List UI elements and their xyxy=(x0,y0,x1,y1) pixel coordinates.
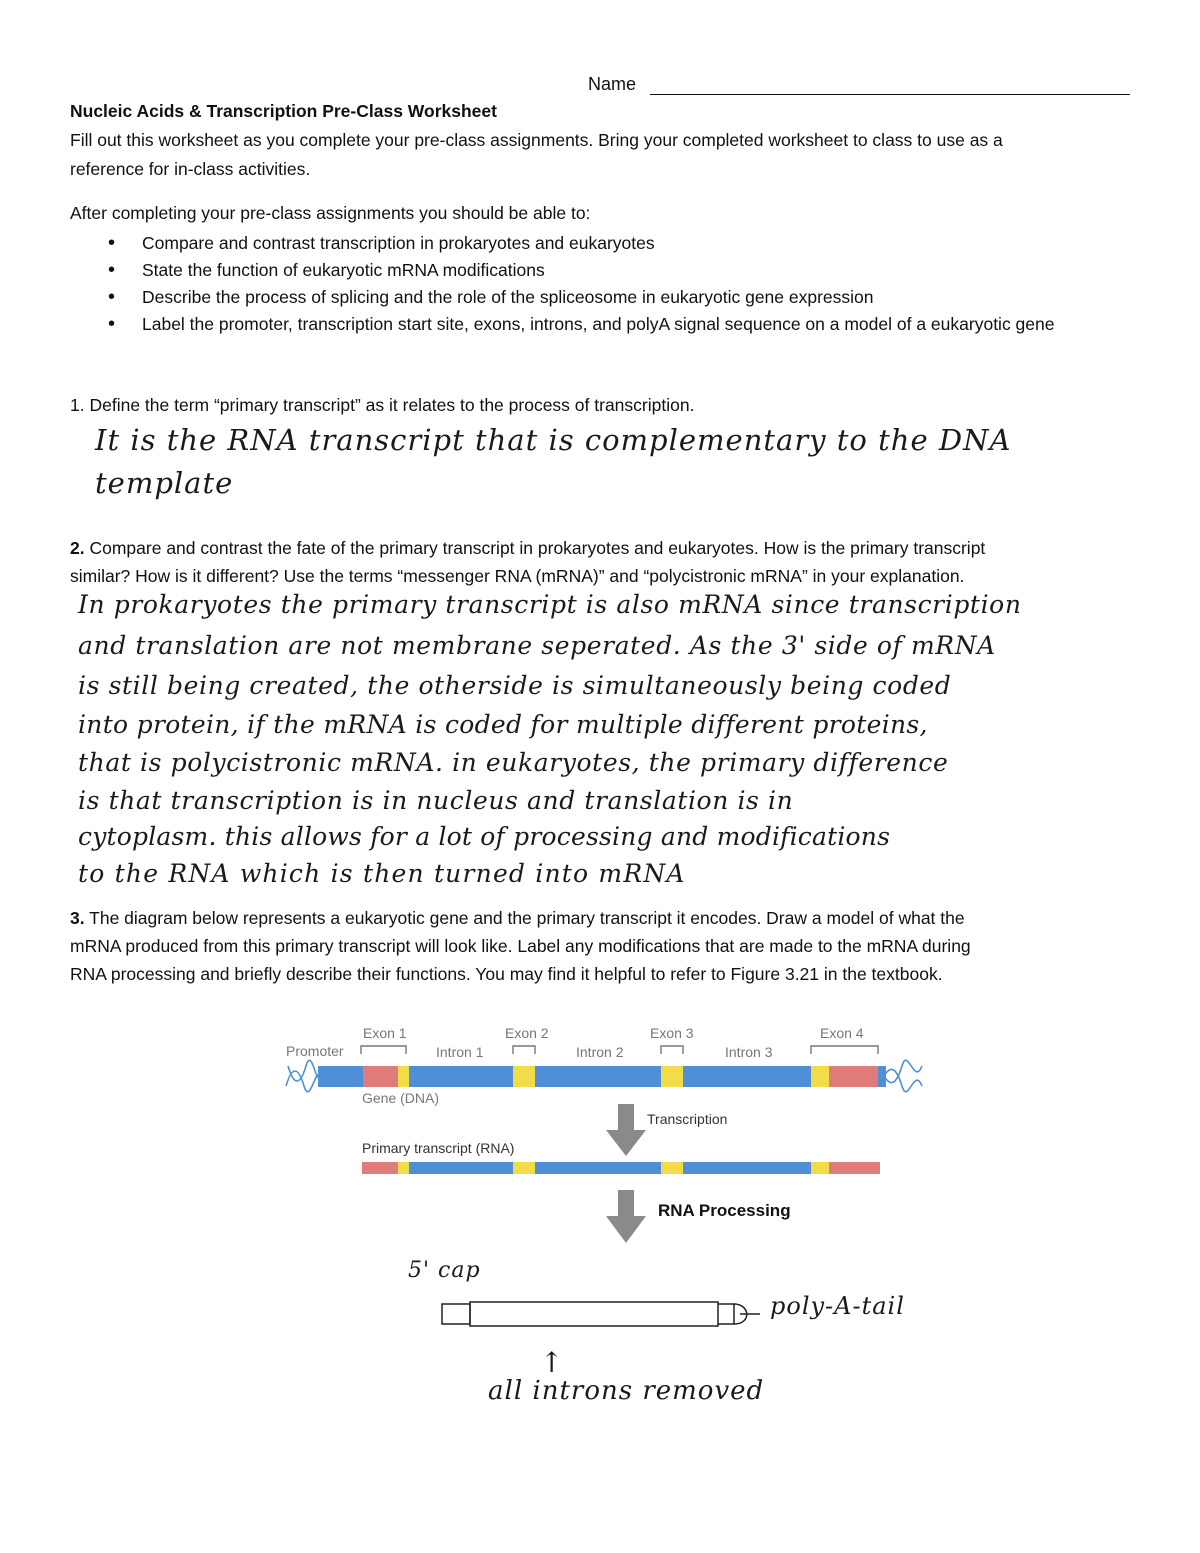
question-2-number: 2. xyxy=(70,538,85,558)
intro-line-1: Fill out this worksheet as you complete your pre-class assignments. Bring your completed worksheet to class to use as a xyxy=(70,130,1003,150)
exon-label: Exon 1 xyxy=(363,1025,407,1041)
gene-dna-label: Gene (DNA) xyxy=(362,1090,440,1106)
objective-item: • Compare and contrast transcription in prokaryotes and eukaryotes xyxy=(70,230,1130,257)
processing-arrow xyxy=(606,1190,646,1243)
q2-answer-line: cytoplasm. this allows for a lot of processing and modifications xyxy=(78,822,891,851)
intron-label: Intron 3 xyxy=(725,1044,773,1060)
q1-answer-line: template xyxy=(95,466,234,500)
exon-label: Exon 3 xyxy=(650,1025,694,1041)
q2-answer-line: In prokaryotes the primary transcript is also mRNA since transcription xyxy=(78,590,1022,619)
five-prime-cap-label: 5' cap xyxy=(408,1258,481,1283)
intro-line-2: reference for in-class activities. xyxy=(70,159,311,179)
up-arrow-icon: ↑ xyxy=(540,1346,565,1379)
exon-label: Exon 4 xyxy=(820,1025,864,1041)
question-1-text: Define the term “primary transcript” as it relates to the process of transcription. xyxy=(89,395,695,415)
hand-drawn-mrna xyxy=(442,1302,760,1326)
transcription-arrow xyxy=(606,1104,646,1156)
rna-processing-label: RNA Processing xyxy=(658,1201,791,1220)
primary-transcript-bar xyxy=(362,1162,880,1174)
exon-label: Exon 2 xyxy=(505,1025,549,1041)
objective-item: • Label the promoter, transcription start site, exons, introns, and polyA signal sequence on a model of a eukaryotic gene xyxy=(70,311,1130,338)
objective-item: • Describe the process of splicing and the role of the spliceosome in eukaryotic gene expression xyxy=(70,284,1130,311)
dna-bar xyxy=(318,1066,886,1087)
question-3-text-1: The diagram below represents a eukaryotic gene and the primary transcript it encodes. Draw a model of what the xyxy=(89,908,965,928)
question-3-text-3: RNA processing and briefly describe their functions. You may find it helpful to refer to Figure 3.21 in the textbook. xyxy=(70,964,943,984)
q2-answer-line: and translation are not membrane seperated. As the 3' side of mRNA xyxy=(78,631,996,660)
name-label: Name xyxy=(588,74,637,94)
objectives-lead: After completing your pre-class assignments you should be able to: xyxy=(70,203,591,223)
q2-answer-line: is that transcription is in nucleus and translation is in xyxy=(78,786,794,815)
introns-removed-note: all introns removed xyxy=(488,1376,765,1406)
q2-answer-line: to the RNA which is then turned into mRNA xyxy=(78,859,686,888)
intron-label: Intron 1 xyxy=(436,1044,484,1060)
worksheet-title: Nucleic Acids & Transcription Pre-Class Worksheet xyxy=(70,101,497,121)
question-3-number: 3. xyxy=(70,908,85,928)
promoter-label: Promoter xyxy=(286,1043,344,1059)
q2-answer-line: into protein, if the mRNA is coded for multiple different proteins, xyxy=(78,710,928,739)
question-2-text-2: similar? How is it different? Use the terms “messenger RNA (mRNA)” and “polycistronic mRNA” in your explanation. xyxy=(70,566,965,586)
q1-answer-line: It is the RNA transcript that is complementary to the DNA xyxy=(95,423,1012,457)
transcription-label: Transcription xyxy=(647,1111,728,1127)
poly-a-tail-label: poly-A-tail xyxy=(770,1292,905,1320)
dna-helix-left xyxy=(286,1060,320,1091)
dna-helix-right xyxy=(884,1060,922,1092)
primary-transcript-label: Primary transcript (RNA) xyxy=(362,1140,515,1156)
intron-label: Intron 2 xyxy=(576,1044,624,1060)
question-2-text-1: Compare and contrast the fate of the primary transcript in prokaryotes and eukaryotes. How is the primary transcript xyxy=(89,538,986,558)
exon-brackets xyxy=(361,1046,878,1054)
q2-answer-line: that is polycistronic mRNA. in eukaryotes, the primary difference xyxy=(78,748,949,777)
question-1-number: 1. xyxy=(70,395,85,415)
objective-item: • State the function of eukaryotic mRNA modifications xyxy=(70,257,1130,284)
q2-answer-line: is still being created, the otherside is simultaneously being coded xyxy=(78,671,952,700)
question-3-text-2: mRNA produced from this primary transcript will look like. Label any modifications that are made to the mRNA during xyxy=(70,936,971,956)
